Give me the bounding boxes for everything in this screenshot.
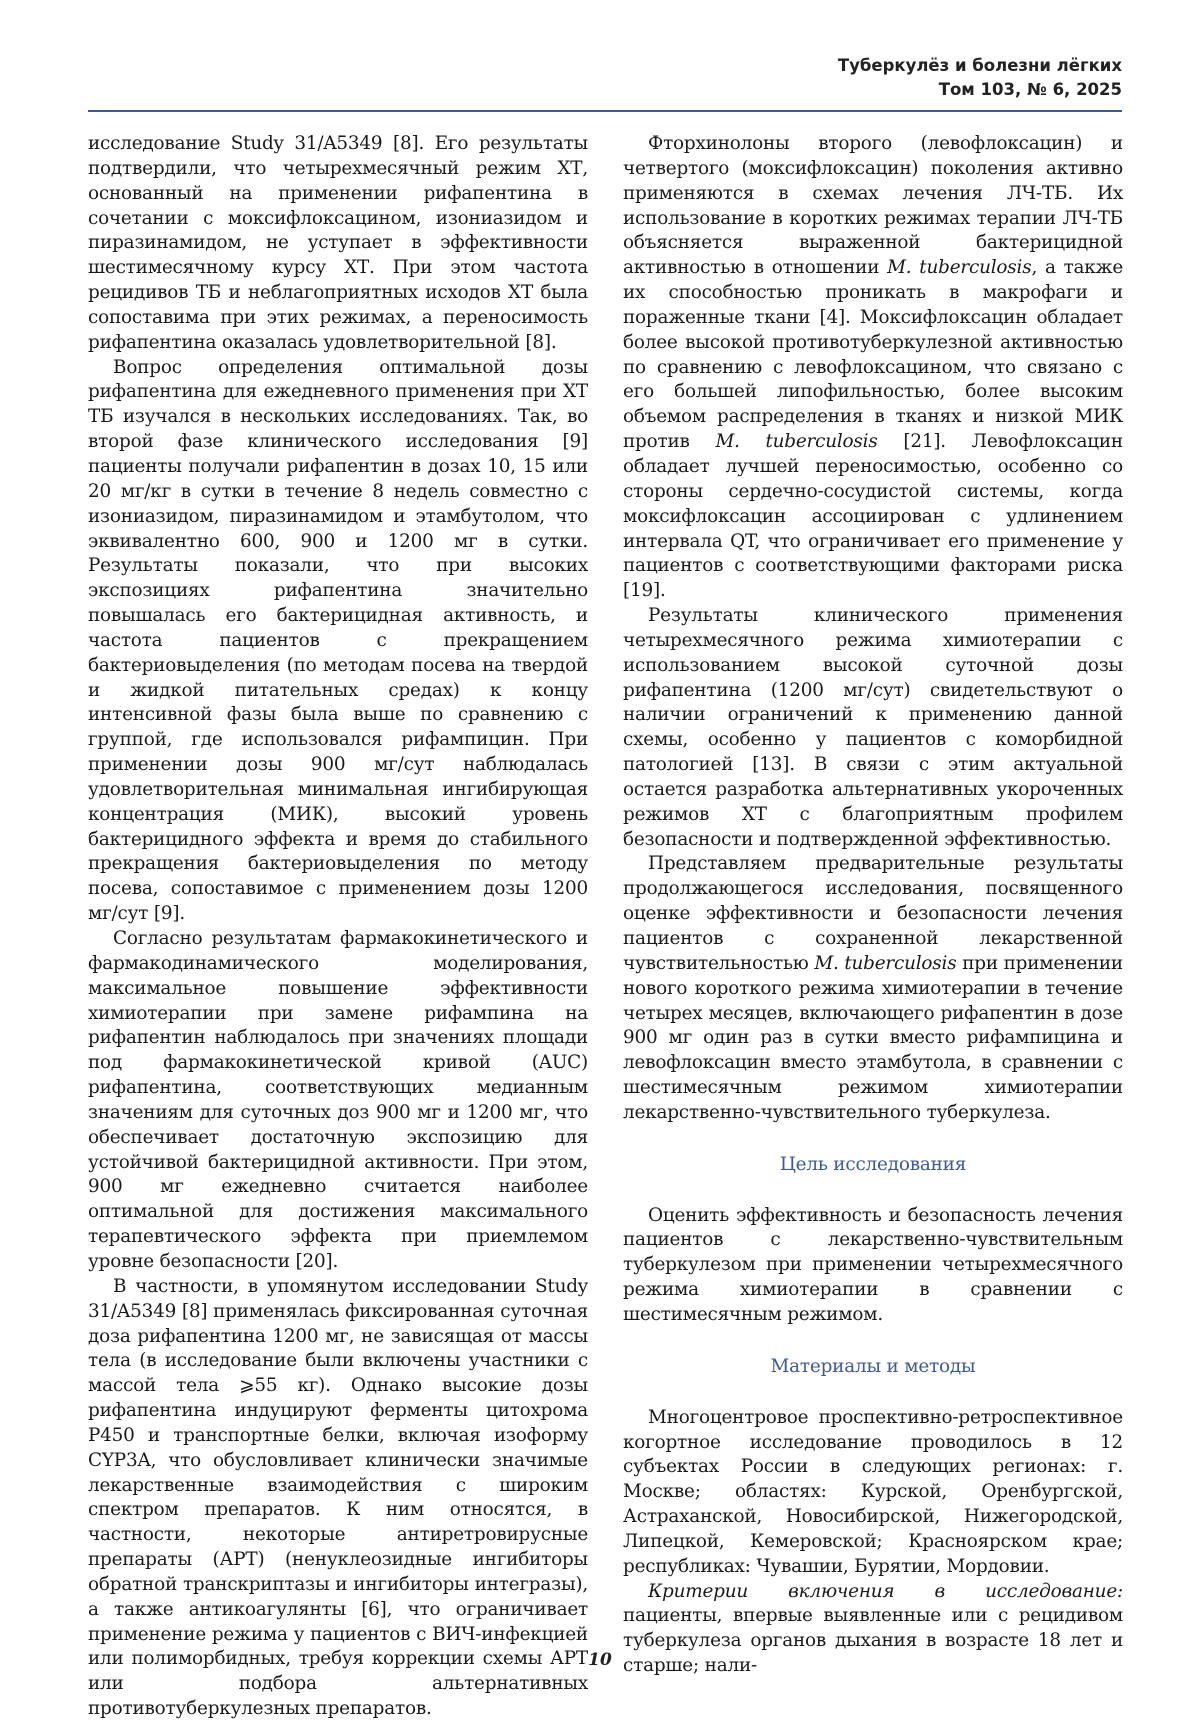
paragraph: Критерии включения в исследование: пациенты, впервые выявленные или с рецидивом туберкулеза органов дыхания в возрасте 18 лет и старше; нали- (623, 1580, 1123, 1677)
species-name: M. tuberculosis (814, 952, 957, 974)
paragraph: В частности, в упомянутом исследовании Study 31/A5349 [8] применялась фиксированная суточная доза рифапентина 1200 мг, не зависящая от массы тела (в исследование были включены участники с массой тела ⩾55 кг). Однако высокие дозы рифапентина индуцируют ферменты цитохрома P450 и транспортные белки, включая изоформу CYP3A, что обусловливает клинически значимые лекарственные взаимодействия с широким спектром препаратов. К ним относятся, в частности, некоторые антиретровирусные препараты (АРТ) (ненуклеозидные ингибиторы обратной транскриптазы и ингибиторы интегразы), а также антикоагулянты [6], что ограничивает применение режима у пациентов с ВИЧ-инфекцией или полиморбидных, требуя коррекции схемы АРТ или подбора альтернативных противотуберкулезных препаратов. (88, 1275, 588, 1720)
paragraph: Согласно результатам фармакокинетического и фармакодинамического моделирования, максимальное повышение эффективности химиотерапии при замене рифампина на рифапентин наблюдалось при значениях площади под фармакокинетической кривой (AUC) рифапентина, соответствующих медианным значениям для суточных доз 900 мг и 1200 мг, что обеспечивает достаточную экспозицию для устойчивой бактерицидной активности. При этом, 900 мг ежедневно считается наиболее оптимальной для достижения максимального терапевтического эффекта при приемлемом уровне безопасности [20]. (88, 928, 588, 1272)
journal-header (838, 54, 1122, 102)
paragraph: Фторхинолоны второго (левофлоксацин) и четвертого (моксифлоксацин) поколения активно применяются в схемах лечения ЛЧ-ТБ. Их использование в коротких режимах терапии ЛЧ-ТБ объясняется выраженной бактерицидной активностью в отношении M. tuberculosis, а также их способностью проникать в макрофаги и пораженные ткани [4]. Моксифлоксацин обладает более высокой противотуберкулезной активностью по сравнению с левофлоксацином, что связано с его большей липофильностью, более высоким объемом распределения в тканях и низкой МИК против M. tuberculosis [21]. Левофлоксацин обладает лучшей переносимостью, особенно со стороны сердечно-сосудистой системы, когда моксифлоксацин ассоциирован с удлинением интервала QT, что ограничивает его применение у пациентов с соответствующими факторами риска [19]. (623, 133, 1124, 602)
header-divider (88, 110, 1122, 112)
paragraph: Результаты клинического применения четырехмесячного режима химиотерапии с использованием высокой суточной дозы рифапентина (1200 мг/сут) свидетельствуют о наличии ограничений к применению данной схемы, особенно у пациентов с коморбидной патологией [13]. В связи с этим актуальной остается разработка альтернативных укороченных режимов ХТ с благоприятным профилем безопасности и подтвержденной эффективностью. (623, 605, 1123, 850)
paragraph: Многоцентровое проспективно-ретроспективное когортное исследование проводилось в 12 субъектах России в следующих регионах: г. Москве; областях: Курской, Оренбургской, Астраханской, Новосибирской, Нижегородской, Липецкой, Кемеровской; Красноярском крае; республиках: Чувашии, Бурятии, Мордовии. (623, 1406, 1123, 1577)
journal-title: Туберкулёз и болезни лёгких (837, 56, 1122, 75)
section-heading-aim: Цель исследования (779, 1153, 967, 1175)
paragraph: Оценить эффективность и безопасность лечения пациентов с лекарственно-чувствительным туберкулезом при применении четырехмесячного режима химиотерапии в сравнении с шестимесячным режимом. (623, 1204, 1123, 1325)
right-column (623, 132, 1123, 1679)
page-number: 10 (588, 1650, 612, 1670)
journal-issue: Том 103, № 6, 2025 (938, 80, 1122, 99)
paragraph: исследование Study 31/A5349 [8]. Его результаты подтвердили, что четырехмесячный режим ХТ, основанный на применении рифапентина в сочетании с моксифлоксацином, изониазидом и пиразинамидом, не уступает в эффективности шестимесячному курсу ХТ. При этом частота рецидивов ТБ и неблагоприятных исходов ХТ была сопоставима при этих режимах, а переносимость рифапентина оказалась удовлетворительной [8]. (88, 133, 588, 353)
species-name: M. tuberculosis (887, 257, 1032, 279)
section-heading-methods: Материалы и методы (770, 1355, 976, 1377)
paragraph: Представляем предварительные результаты продолжающегося исследования, посвященного оценке эффективности и безопасности лечения пациентов с сохраненной лекарственной чувствительностью M. tuberculosis при применении нового короткого режима химиотерапии в течение четырех месяцев, включающего рифапентин в дозе 900 мг один раз в сутки вместо рифампицина и левофлоксацин вместо этамбутола, в сравнении с шестимесячным режимом химиотерапии лекарственно-чувствительного туберкулеза. (623, 853, 1123, 1123)
species-name: M. tuberculosis (715, 431, 878, 453)
left-column (88, 132, 588, 1722)
inclusion-criteria-label: Критерии включения в исследование: (648, 1580, 1123, 1602)
paragraph: Вопрос определения оптимальной дозы рифапентина для ежедневного применения при ХТ ТБ изучался в нескольких исследованиях. Так, во второй фазе клинического исследования [9] пациенты получали рифапентин в дозах 10, 15 или 20 мг/кг в сутки в течение 8 недель совместно с изониазидом, пиразинамидом и этамбутолом, что эквивалентно 600, 900 и 1200 мг в сутки. Результаты показали, что при высоких экспозициях рифапентина значительно повышалась его бактерицидная активность, и частота пациентов с прекращением бактериовыделения (по методам посева на твердой и жидкой питательных средах) к концу интенсивной фазы была выше по сравнению с группой, где использовался рифампицин. При применении дозы 900 мг/сут наблюдалась удовлетворительная минимальная ингибирующая концентрация (МИК), высокий уровень бактерицидного эффекта и время до стабильного прекращения бактериовыделения по методу посева, сопоставимое с применением дозы 1200 мг/сут [9]. (88, 356, 588, 925)
